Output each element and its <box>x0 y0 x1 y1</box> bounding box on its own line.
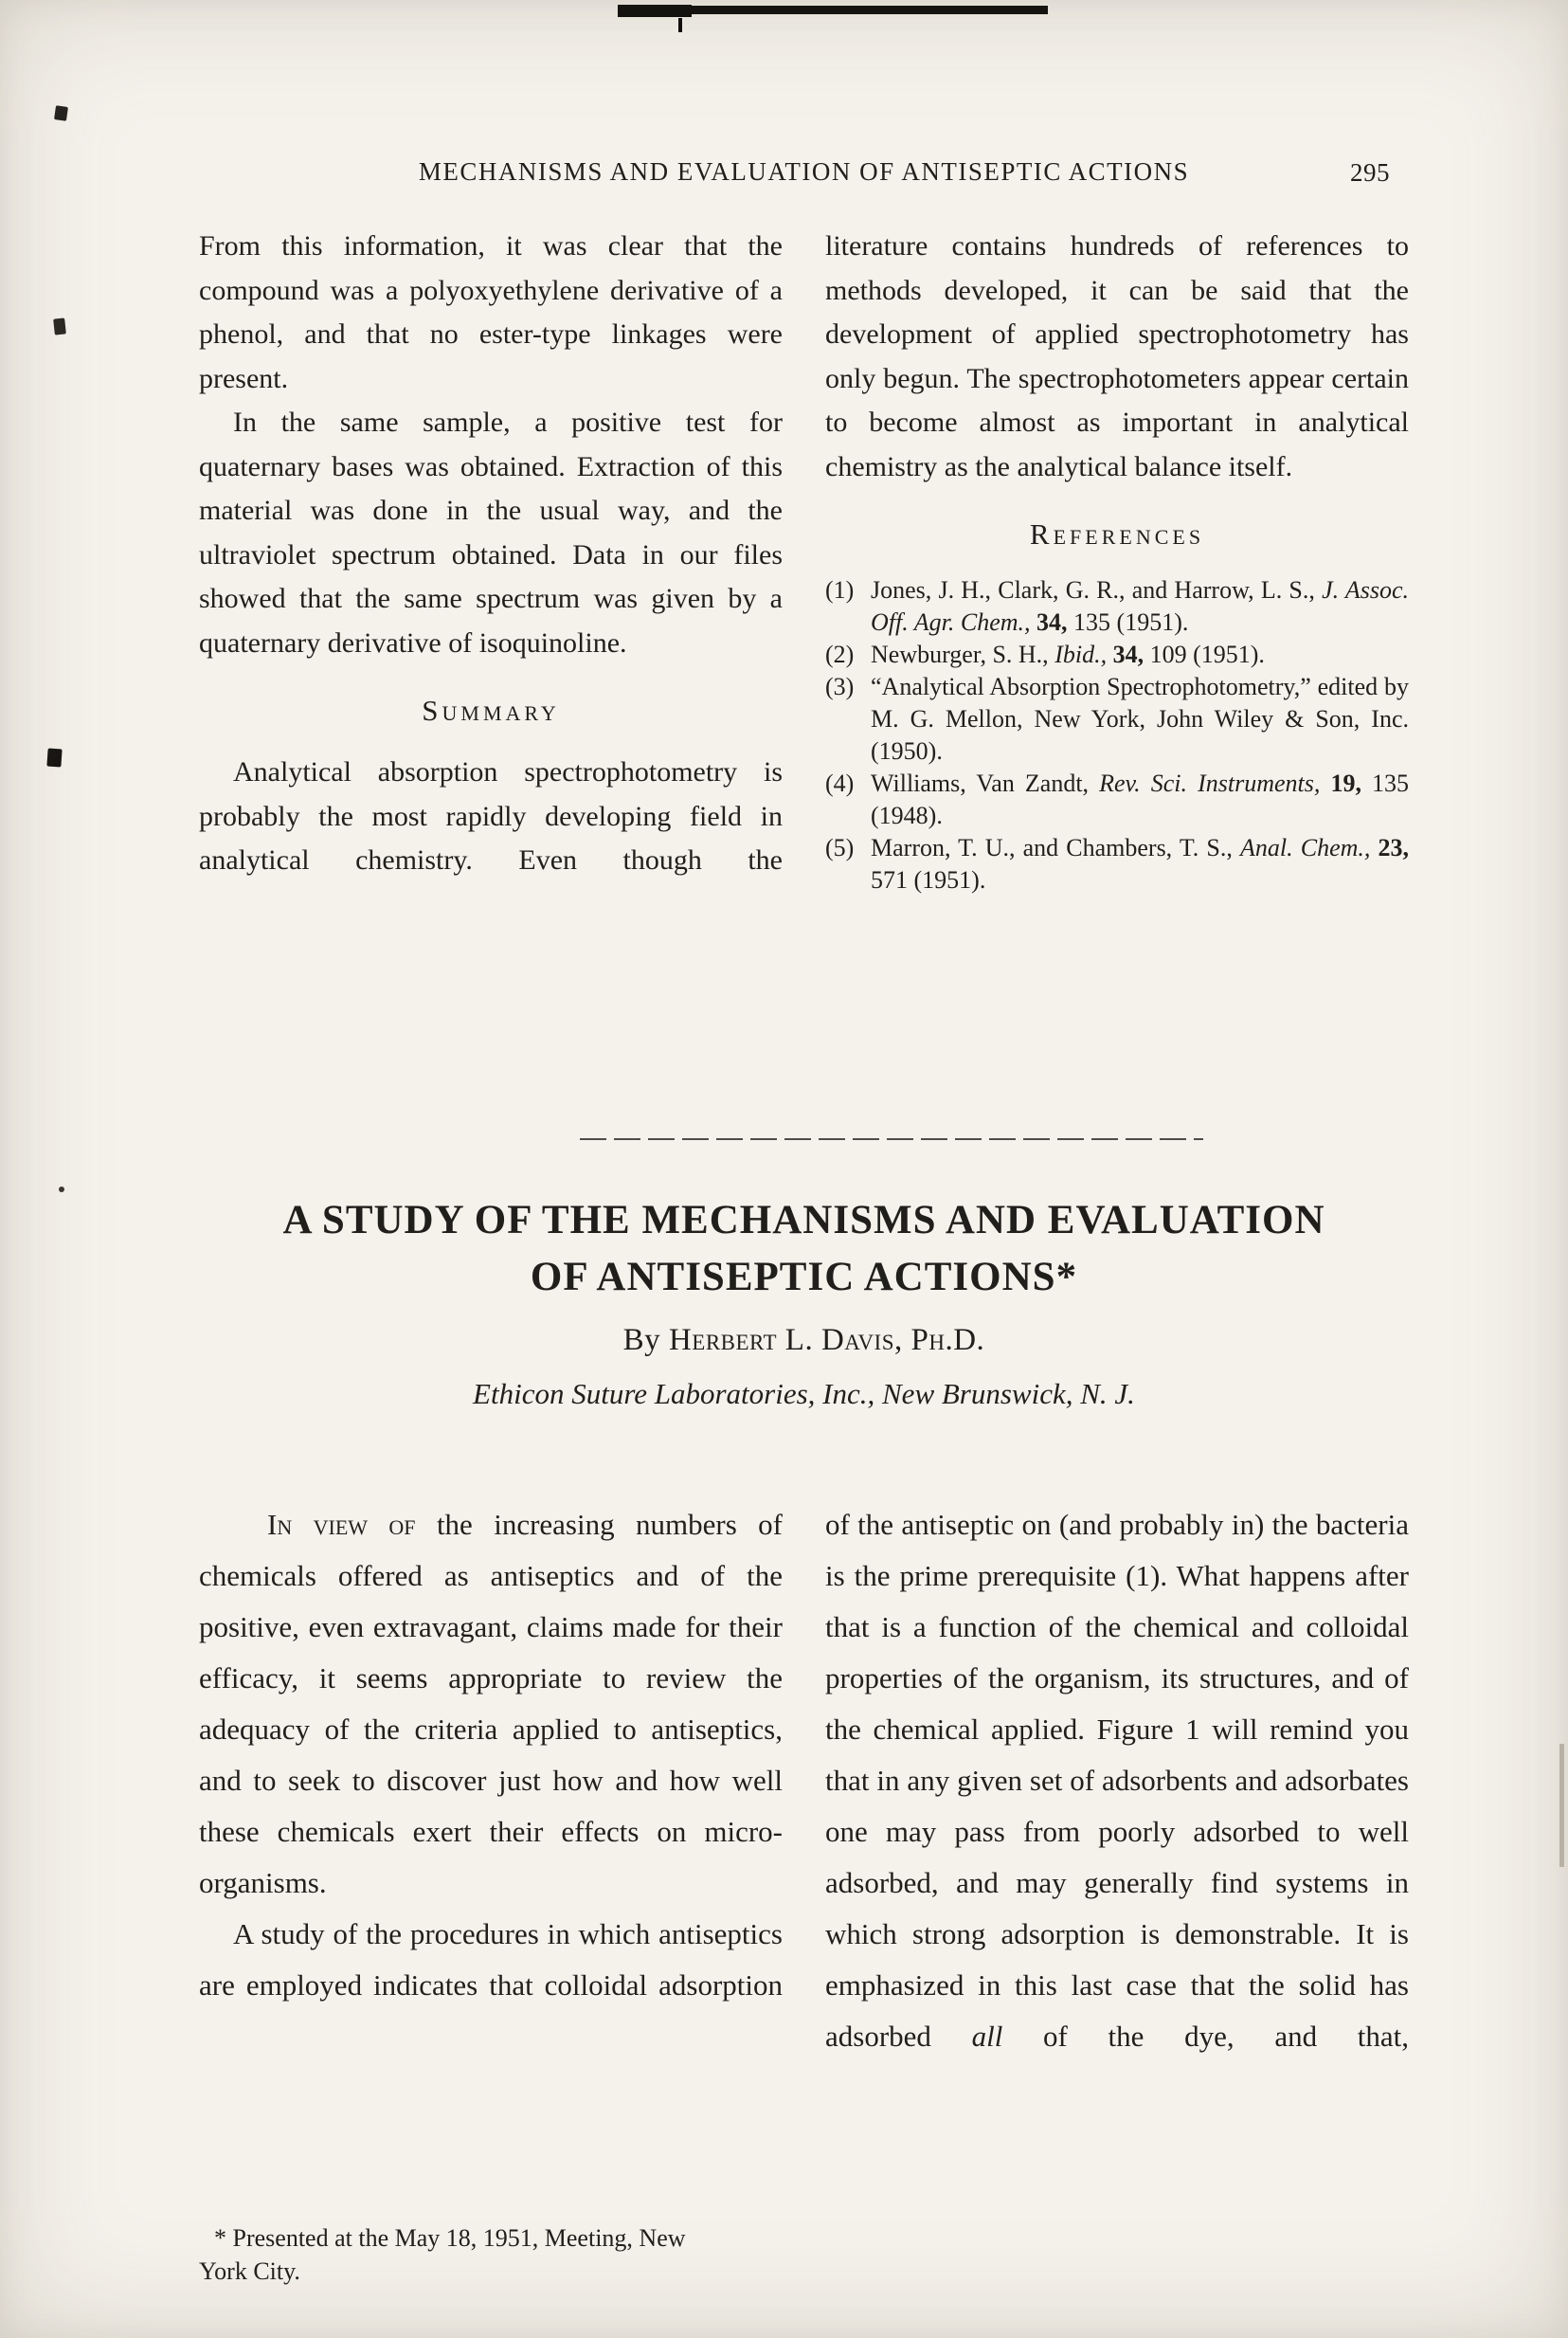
reference-label: (3) <box>825 673 855 700</box>
text-segment: Ibid., <box>1054 641 1108 668</box>
text-segment: all <box>971 2020 1003 2053</box>
text-segment: By <box>622 1323 669 1357</box>
paragraph: From this information, it was clear that the compound was a polyoxyethylene derivative of a phenol, and that no ester-type linkages were present. <box>199 230 783 394</box>
scan-artifact-margin-mark-3 <box>46 748 62 767</box>
reference-text <box>871 641 1265 668</box>
text-segment: Williams, Van Zandt, <box>871 770 1100 797</box>
scan-artifact-top-bar-thin <box>688 6 1048 14</box>
section-divider <box>580 1138 1203 1140</box>
text-segment: Marron, T. U., and Chambers, T. S., <box>871 834 1240 861</box>
prev-article-left-column <box>199 225 783 897</box>
article-header <box>199 1192 1409 1411</box>
paragraph: A study of the procedures in which antiseptics are employed indicates that colloidal adsorption <box>199 1917 783 2002</box>
summary-heading: Summary <box>422 694 560 727</box>
text-segment: 34, <box>1036 608 1068 636</box>
reference-label: (2) <box>825 641 855 668</box>
running-head <box>199 157 1409 187</box>
text-segment: the increasing numbers of chemicals offered as antiseptics and of the positive, even extravagant, claims made for their efficacy, it seems appropriate to review the adequacy of the criteria applied to antiseptics, and to seek to discover just how and how well these chemicals exert their effects on micro-organisms. <box>199 1508 783 1899</box>
prev-article-right-column <box>825 225 1409 897</box>
article-title-line-1: A STUDY OF THE MECHANISMS AND EVALUATION <box>282 1198 1325 1242</box>
reference-text <box>871 576 1409 636</box>
article-title-line-2: OF ANTISEPTIC ACTIONS* <box>530 1255 1078 1299</box>
text-segment: 23, <box>1378 834 1410 861</box>
paragraph <box>825 1499 1409 2062</box>
scan-artifact-margin-dot <box>59 1187 64 1192</box>
text-segment: 34, <box>1112 641 1144 668</box>
paragraph <box>199 1499 783 1909</box>
text-segment: 135 (1948). <box>871 770 1410 829</box>
reference-label: (5) <box>825 834 855 861</box>
text-segment: Herbert L. Davis, Ph.D. <box>668 1323 985 1357</box>
text-segment: 571 (1951). <box>871 866 986 894</box>
main-article-right-column <box>825 1499 1409 2293</box>
reference-text <box>871 673 1409 765</box>
text-segment: Anal. Chem., <box>1240 834 1371 861</box>
reference-label: (1) <box>825 576 855 604</box>
main-article-section <box>199 1499 1409 2293</box>
reference-label: (4) <box>825 770 855 797</box>
text-segment <box>1370 834 1378 861</box>
text-segment: of the antiseptic on (and probably in) the bacteria is the prime prerequisite (1). What happens after that is a function of the chemical and colloidal properties of the organism, its structures, and of the chemical applied. Figure 1 will remind you that in any given set of adsorbents and adsorbates one may pass from poorly adsorbed to well adsorbed, and may generally find systems in which strong adsorption is demonstrable. It is emphasized in this last case that the solid has adsorbed <box>825 1508 1409 2053</box>
previous-article-section <box>199 225 1409 897</box>
scan-artifact-margin-mark-1 <box>54 105 68 121</box>
text-segment: “Analytical Absorption Spectrophotometry,” edited by M. G. Mellon, New York, John Wiley & Son, Inc. (1950). <box>871 673 1409 765</box>
text-segment: 135 (1951). <box>1067 608 1189 636</box>
reference-item <box>825 639 1409 671</box>
page-number: 295 <box>1350 158 1390 187</box>
text-segment <box>1320 770 1330 797</box>
text-segment: Jones, J. H., Clark, G. R., and Harrow, L. S., <box>871 576 1323 604</box>
main-article-left-column <box>199 1499 783 2293</box>
text-segment: J. Assoc. Off. Agr. Chem., <box>871 576 1409 636</box>
running-head-title: MECHANISMS AND EVALUATION OF ANTISEPTIC ACTIONS <box>418 157 1190 186</box>
byline <box>199 1323 1409 1358</box>
footnote: * Presented at the May 18, 1951, Meeting, New York City. <box>199 2224 686 2285</box>
text-segment: In view of <box>267 1508 416 1541</box>
affiliation: Ethicon Suture Laboratories, Inc., New Brunswick, N. J. <box>473 1377 1135 1410</box>
paragraph: literature contains hundreds of references to methods developed, it can be said that the development of applied spectrophotometry has only begun. The spectrophotometers appear certain to become almost as important in analytical chemistry as the analytical balance itself. <box>825 230 1409 482</box>
reference-item <box>825 574 1409 639</box>
reference-item <box>825 832 1409 897</box>
text-segment: Rev. Sci. Instruments, <box>1099 770 1321 797</box>
text-segment: 19, <box>1330 770 1361 797</box>
text-segment: of the dye, and that, <box>1002 2020 1410 2053</box>
scan-artifact-right-edge <box>1559 1744 1564 1867</box>
text-segment: 109 (1951). <box>1144 641 1265 668</box>
paragraph: Analytical absorption spectrophotometry is probably the most rapidly developing field in analytical chemistry. Even though the <box>199 756 783 876</box>
article-title <box>199 1192 1409 1306</box>
paragraph: In the same sample, a positive test for quaternary bases was obtained. Extraction of this material was done in the usual way, and the ultraviolet spectrum obtained. Data in our files showed that the same spectrum was given by a quaternary derivative of isoquinoline. <box>199 407 783 659</box>
text-segment: Newburger, S. H., <box>871 641 1055 668</box>
reference-text <box>871 834 1409 894</box>
reference-item <box>825 671 1409 768</box>
scan-artifact-margin-mark-2 <box>53 317 66 335</box>
references-heading: References <box>1029 517 1205 551</box>
reference-item <box>825 768 1409 832</box>
references-list <box>825 574 1409 897</box>
scan-artifact-top-bar-thick <box>618 5 692 17</box>
scan-artifact-tick <box>678 18 682 32</box>
reference-text <box>871 770 1409 829</box>
